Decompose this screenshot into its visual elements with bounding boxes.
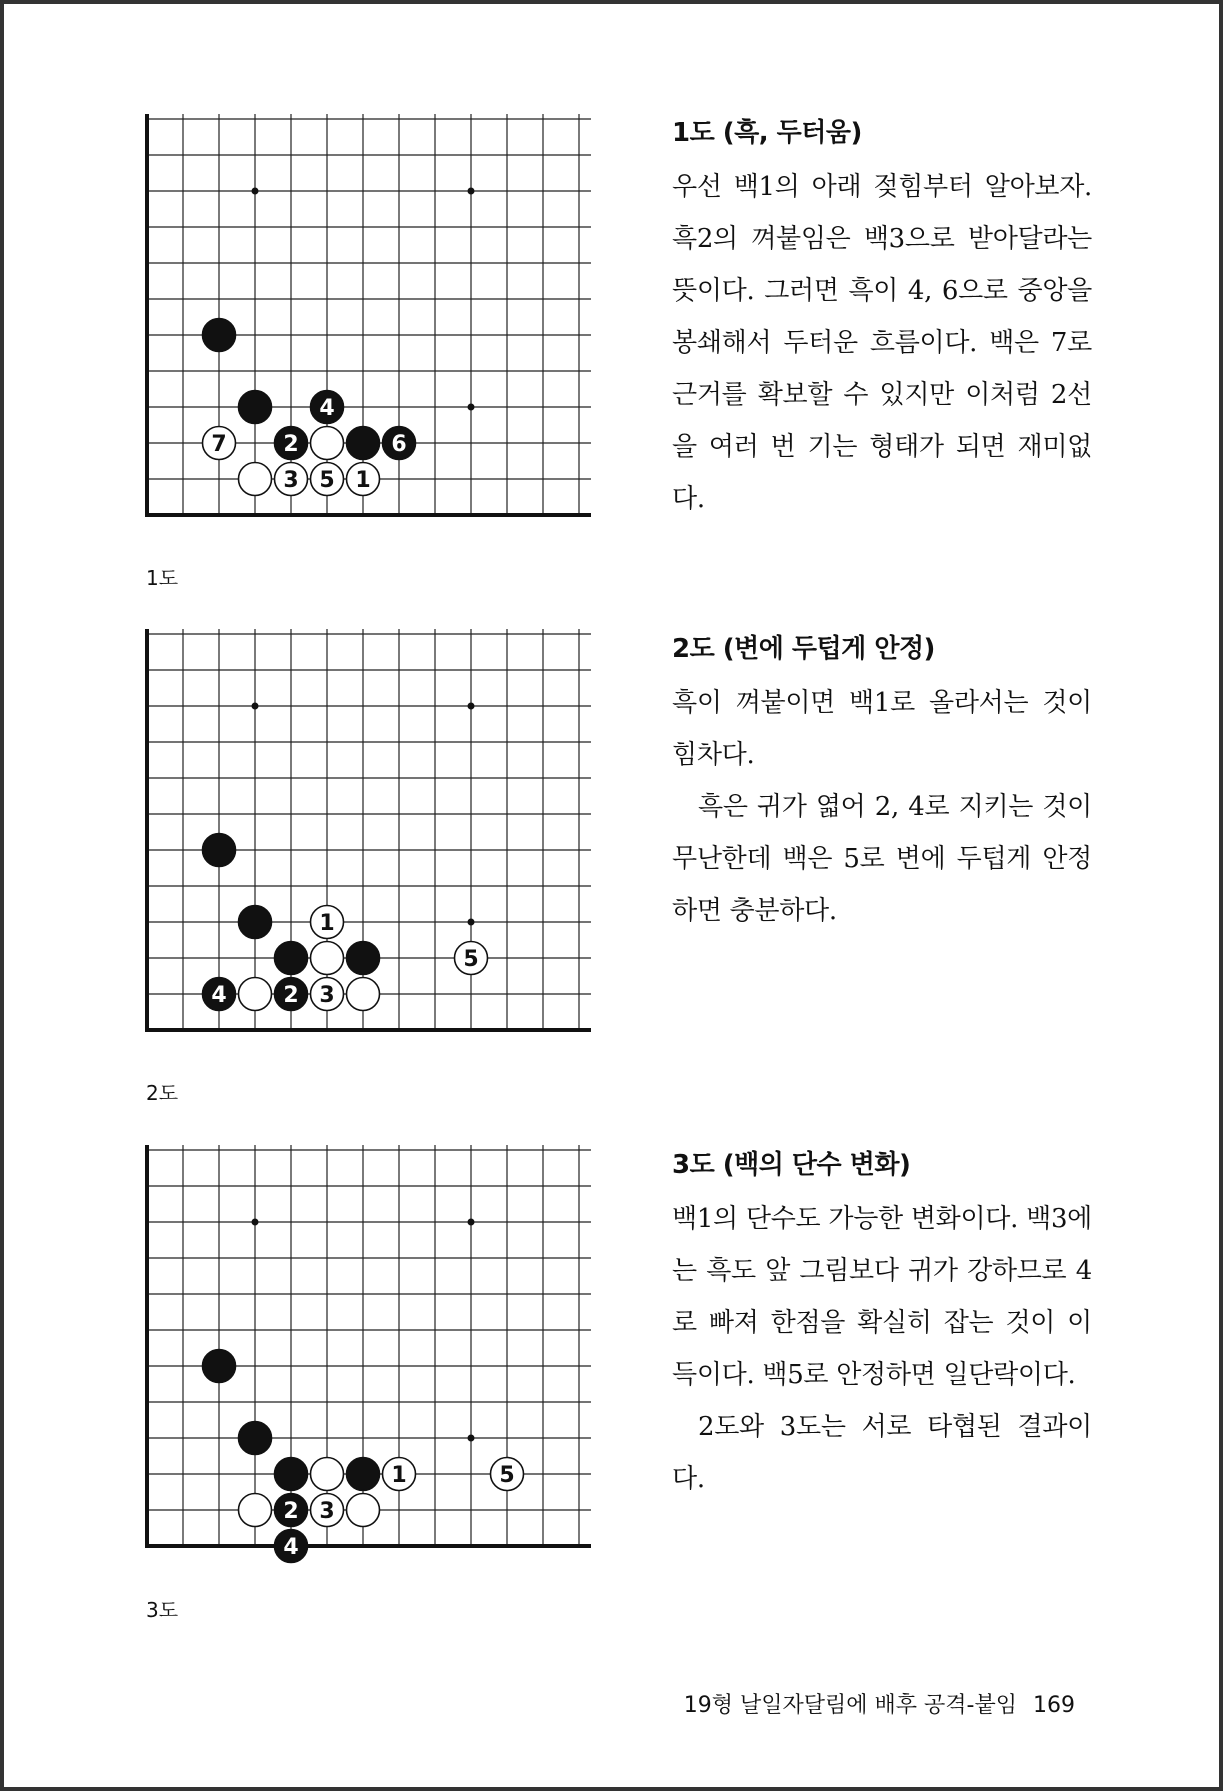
section-3	[672, 1144, 1092, 1505]
white-stone	[311, 1458, 344, 1491]
white-stone	[491, 1458, 524, 1491]
black-stone	[275, 978, 308, 1011]
black-stone	[275, 427, 308, 460]
section-heading-2: 2도 (변에 두텁게 안정)	[672, 634, 935, 664]
black-stone	[239, 906, 272, 939]
star-point	[252, 703, 259, 710]
star-point	[468, 1219, 475, 1226]
black-stone	[203, 1350, 236, 1383]
star-point	[468, 919, 475, 926]
move-number: 1	[391, 1463, 407, 1488]
go-diagram-2	[142, 629, 602, 1054]
white-stone	[311, 906, 344, 939]
move-number: 1	[355, 468, 371, 493]
move-number: 4	[283, 1535, 299, 1560]
move-number: 2	[283, 432, 299, 457]
go-board-3	[142, 1145, 602, 1590]
running-footer	[684, 1688, 1075, 1719]
move-number: 5	[499, 1463, 515, 1488]
black-stone	[383, 427, 416, 460]
white-stone	[239, 463, 272, 496]
white-stone	[239, 1494, 272, 1527]
star-point	[252, 1219, 259, 1226]
black-stone	[203, 834, 236, 867]
black-stone	[347, 427, 380, 460]
move-number: 2	[283, 983, 299, 1008]
white-stone	[311, 463, 344, 496]
white-stone	[347, 1494, 380, 1527]
section-2-paragraph-2: 흑은 귀가 엷어 2, 4로 지키는 것이 무난한데 백은 5로 변에 두텁게 안정하면 충분하다.	[672, 792, 1092, 926]
section-heading-1: 1도 (흑, 두터움)	[672, 118, 862, 148]
black-stone	[311, 391, 344, 424]
black-stone	[275, 1494, 308, 1527]
diagram-label-2: 2도	[146, 1081, 179, 1105]
star-point	[252, 188, 259, 195]
white-stone	[455, 942, 488, 975]
go-diagram-1	[142, 114, 602, 539]
move-number: 3	[283, 468, 299, 493]
star-point	[468, 404, 475, 411]
go-board-1	[142, 114, 602, 539]
section-2	[672, 628, 1092, 937]
move-number: 1	[319, 911, 335, 936]
footer-title: 19형 날일자달림에 배후 공격-붙임	[683, 1693, 1017, 1718]
white-stone	[203, 427, 236, 460]
move-number: 6	[391, 432, 407, 457]
section-3-paragraph-1: 백1의 단수도 가능한 변화이다. 백3에는 흑도 앞 그림보다 귀가 강하므로 4로 빠져 한점을 확실히 잡는 것이 이득이다. 백5로 안정하면 일단락이다.	[672, 1204, 1092, 1390]
move-number: 5	[463, 947, 479, 972]
white-stone	[311, 427, 344, 460]
white-stone	[311, 1494, 344, 1527]
white-stone	[347, 978, 380, 1011]
star-point	[468, 188, 475, 195]
section-2-paragraph-1: 흑이 껴붙이면 백1로 올라서는 것이 힘차다.	[672, 688, 1092, 770]
black-stone	[203, 978, 236, 1011]
move-number: 2	[283, 1499, 299, 1524]
black-stone	[239, 1422, 272, 1455]
white-stone	[239, 978, 272, 1011]
black-stone	[347, 1458, 380, 1491]
black-stone	[203, 319, 236, 352]
black-stone	[275, 1458, 308, 1491]
section-heading-3: 3도 (백의 단수 변화)	[672, 1150, 911, 1180]
diagram-label-3: 3도	[146, 1598, 179, 1622]
section-1	[672, 112, 1092, 525]
diagram-label-1: 1도	[146, 566, 179, 590]
go-board-2	[142, 629, 602, 1054]
black-stone	[275, 1530, 308, 1563]
section-1-paragraph-1: 우선 백1의 아래 젖힘부터 알아보자. 흑2의 껴붙임은 백3으로 받아달라는 뜻이다. 그러면 흑이 4, 6으로 중앙을 봉쇄해서 두터운 흐름이다. 백은 7로 근거를 확보할 수 있지만 이처럼 2선을 여러 번 기는 형태가 되면 재미없다.	[672, 172, 1092, 514]
white-stone	[311, 978, 344, 1011]
black-stone	[275, 942, 308, 975]
star-point	[468, 703, 475, 710]
move-number: 7	[211, 432, 227, 457]
star-point	[468, 1435, 475, 1442]
black-stone	[347, 942, 380, 975]
white-stone	[383, 1458, 416, 1491]
move-number: 4	[211, 983, 227, 1008]
move-number: 4	[319, 396, 335, 421]
white-stone	[347, 463, 380, 496]
section-3-paragraph-2: 2도와 3도는 서로 타협된 결과이다.	[672, 1412, 1092, 1494]
move-number: 3	[319, 1499, 335, 1524]
white-stone	[311, 942, 344, 975]
white-stone	[275, 463, 308, 496]
move-number: 3	[319, 983, 335, 1008]
page-number: 169	[1033, 1693, 1075, 1718]
go-diagram-3	[142, 1145, 602, 1590]
move-number: 5	[319, 468, 335, 493]
black-stone	[239, 391, 272, 424]
